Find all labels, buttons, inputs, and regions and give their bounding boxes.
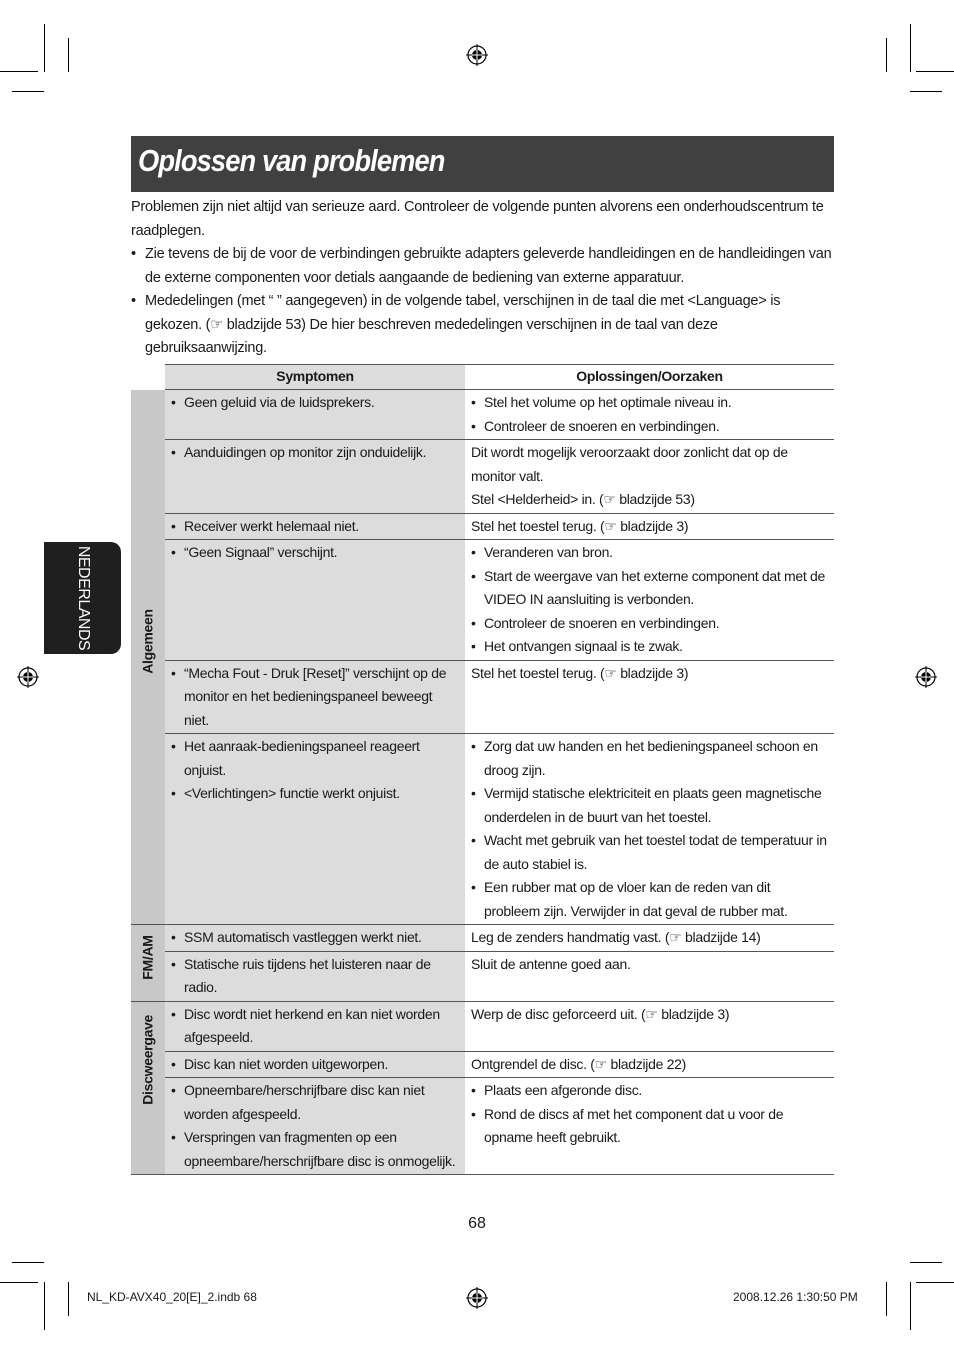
crop-mark [916, 1282, 954, 1283]
category-cell-fmam [131, 925, 165, 1002]
symptom-cell [165, 513, 465, 540]
solution-text: Ontgrendel de disc. (☞ bladzijde 22) [471, 1055, 686, 1072]
solution-item: • Plaats een afgeronde disc. [471, 1079, 828, 1103]
solution-cell [465, 925, 834, 952]
solution-text: Dit wordt mogelijk veroorzaakt door zonlicht dat op de monitor valt. [471, 444, 788, 484]
table-header-blank [131, 365, 165, 390]
solution-cell [465, 1078, 834, 1175]
solution-item: • Een rubber mat op de vloer kan de reden van dit probleem zijn. Verwijder in dat geval de rubber mat. [471, 876, 828, 923]
title-bar [131, 136, 834, 192]
solution-item: • Controleer de snoeren en verbindingen. [471, 415, 828, 439]
solution-item: • Het ontvangen signaal is te zwak. [471, 635, 828, 659]
footer-timestamp: 2008.12.26 1:30:50 PM [733, 1290, 858, 1304]
language-side-tab [44, 542, 121, 654]
troubleshooting-table [131, 364, 834, 1175]
symptom-item: • Opneembare/herschrijfbare disc kan niet worden afgespeeld. [171, 1079, 459, 1126]
solution-cell [465, 540, 834, 661]
table-row [131, 1078, 834, 1175]
table-row [131, 1001, 834, 1051]
crop-mark [886, 38, 887, 72]
symptom-item: • Het aanraak-bedieningspaneel reageert onjuist. [171, 735, 459, 782]
footer-file-info: NL_KD-AVX40_20[E]_2.indb 68 [87, 1290, 257, 1304]
solution-cell [465, 440, 834, 514]
symptom-item: • SSM automatisch vastleggen werkt niet. [171, 926, 459, 950]
category-cell-disc [131, 1001, 165, 1175]
category-cell-general [131, 390, 165, 925]
intro-bullet: • Zie tevens de bij de voor de verbindingen gebruikte adapters geleverde handleidingen en de handleidingen van de externe componenten voor detials aangaande de bediening van externe apparatuur. [131, 243, 837, 290]
table-header-row [131, 365, 834, 390]
table-header-solutions: Oplossingen/Oorzaken [465, 365, 834, 390]
table-row [131, 660, 834, 734]
crop-mark [68, 1282, 69, 1316]
category-label-fmam: FM/AM [139, 935, 156, 980]
solution-item: • Stel het volume op het optimale niveau in. [471, 391, 828, 415]
crop-mark [44, 1282, 45, 1330]
solution-item: • Controleer de snoeren en verbindingen. [471, 612, 828, 636]
table-row [131, 925, 834, 952]
language-tab-label: NEDERLANDS [74, 545, 92, 651]
category-label-disc: Discweergave [139, 1014, 156, 1105]
solution-cell [465, 390, 834, 440]
symptom-cell [165, 1001, 465, 1051]
symptom-item: • <Verlichtingen> functie werkt onjuist. [171, 782, 459, 806]
crop-mark [916, 71, 954, 72]
symptom-item: • “Geen Signaal” verschijnt. [171, 541, 459, 565]
solution-cell [465, 734, 834, 925]
symptom-cell [165, 951, 465, 1001]
symptom-item: • Statische ruis tijdens het luisteren naar de radio. [171, 953, 459, 1000]
intro-section [131, 196, 837, 361]
crop-mark [910, 1262, 942, 1263]
symptom-cell [165, 1078, 465, 1175]
symptom-cell [165, 540, 465, 661]
solution-cell [465, 1051, 834, 1078]
symptom-item: • “Mecha Fout - Druk [Reset]” verschijnt op de monitor en het bedieningspaneel beweegt niet. [171, 662, 459, 733]
solution-text: Stel <Helderheid> in. (☞ bladzijde 53) [471, 491, 695, 507]
symptom-item: • Verspringen van fragmenten op een opneembare/herschrijfbare disc is onmogelijk. [171, 1126, 459, 1173]
crop-mark [910, 1282, 911, 1330]
intro-paragraph: Problemen zijn niet altijd van serieuze aard. Controleer de volgende punten alvorens een onderhoudscentrum te raadplegen. [131, 199, 824, 239]
solution-item: • Veranderen van bron. [471, 541, 828, 565]
crop-mark [12, 91, 44, 92]
table-row [131, 513, 834, 540]
table-row [131, 390, 834, 440]
table-row [131, 734, 834, 925]
solution-item: • Start de weergave van het externe component dat met de VIDEO IN aansluiting is verbonden. [471, 565, 828, 612]
table-header-symptoms: Symptomen [165, 365, 465, 390]
solution-text: Sluit de antenne goed aan. [471, 955, 631, 972]
registration-mark-icon [17, 666, 39, 688]
solution-item: • Rond de discs af met het component dat u voor de opname heeft gebruikt. [471, 1103, 828, 1150]
registration-mark-icon [915, 666, 937, 688]
symptom-cell [165, 1051, 465, 1078]
symptom-cell [165, 440, 465, 514]
crop-mark [910, 24, 911, 72]
table-row [131, 1051, 834, 1078]
registration-mark-icon [466, 44, 488, 66]
crop-mark [68, 38, 69, 72]
crop-mark [0, 1282, 38, 1283]
symptom-item: • Geen geluid via de luidsprekers. [171, 391, 459, 415]
table-row [131, 540, 834, 661]
solution-item: • Vermijd statische elektriciteit en plaats geen magnetische onderdelen in de buurt van het toestel. [471, 782, 828, 829]
page-number: 68 [468, 1215, 486, 1232]
symptom-cell [165, 925, 465, 952]
intro-bullet-list [131, 243, 837, 361]
category-label-general: Algemeen [139, 609, 156, 674]
solution-cell [465, 660, 834, 734]
symptom-cell [165, 734, 465, 925]
crop-mark [886, 1282, 887, 1316]
symptom-cell [165, 390, 465, 440]
intro-bullet: • Mededelingen (met “ ” aangegeven) in de volgende tabel, verschijnen in de taal die met <Language> is gekozen. (☞ bladzijde 53) De hier beschreven mededelingen verschijnen in de taal van deze gebruiksaanwijzing. [131, 290, 837, 361]
solution-item: • Wacht met gebruik van het toestel todat de temperatuur in de auto stabiel is. [471, 829, 828, 876]
table-row [131, 951, 834, 1001]
solution-item: • Zorg dat uw handen en het bedieningspaneel schoon en droog zijn. [471, 735, 828, 782]
symptom-item: • Disc kan niet worden uitgeworpen. [171, 1053, 459, 1077]
page-title: Oplossen van problemen [138, 143, 445, 178]
symptom-item: • Receiver werkt helemaal niet. [171, 515, 459, 539]
symptom-cell [165, 660, 465, 734]
solution-text: Stel het toestel terug. (☞ bladzijde 3) [471, 517, 689, 534]
solution-text: Stel het toestel terug. (☞ bladzijde 3) [471, 664, 689, 681]
crop-mark [0, 71, 38, 72]
solution-cell [465, 1001, 834, 1051]
solution-cell [465, 951, 834, 1001]
solution-cell [465, 513, 834, 540]
crop-mark [910, 91, 942, 92]
symptom-item: • Disc wordt niet herkend en kan niet worden afgespeeld. [171, 1003, 459, 1050]
crop-mark [12, 1262, 44, 1263]
crop-mark [44, 24, 45, 72]
table-row [131, 440, 834, 514]
solution-text: Leg de zenders handmatig vast. (☞ bladzijde 14) [471, 929, 761, 945]
solution-text: Werp de disc geforceerd uit. (☞ bladzijde 3) [471, 1005, 730, 1022]
symptom-item: • Aanduidingen op monitor zijn onduidelijk. [171, 441, 459, 465]
registration-mark-icon [466, 1287, 488, 1309]
